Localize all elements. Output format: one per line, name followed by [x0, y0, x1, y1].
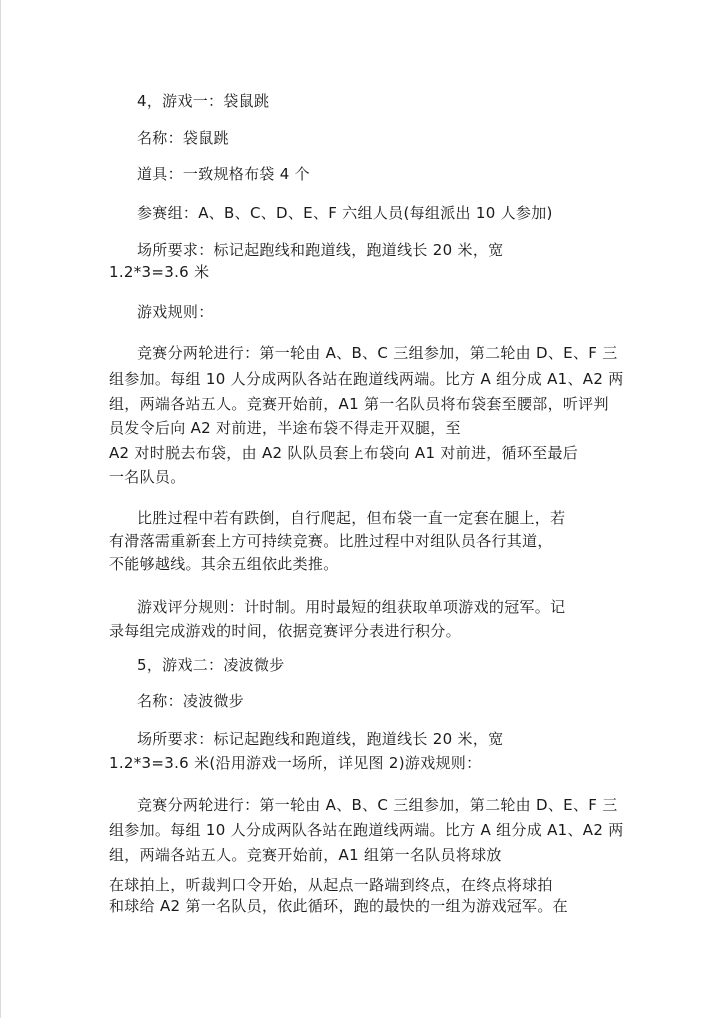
- game-one-rules-p1-line-3: 组，两端各站五人。竞赛开始前，A1 第一名队员将布袋套至腰部，听评判: [109, 395, 609, 413]
- game-one-rules-p2-line-3: 不能够越线。其余五组依此类推。: [109, 555, 339, 573]
- game-one-rules-p1-line-5: A2 对时脱去布袋，由 A2 队队员套上布袋向 A1 对前进，循环至最后: [109, 444, 579, 462]
- game-two-rules-line-1: 竞赛分两轮进行：第一轮由 A、B、C 三组参加，第二轮由 D、E、F 三: [137, 796, 618, 814]
- game-one-rules-p1-line-4: 员发令后向 A2 对前进，半途布袋不得走开双腿，至: [109, 419, 461, 437]
- game-one-rules-p2-line-1: 比胜过程中若有跌倒，自行爬起，但布袋一直一定套在腿上，若: [137, 509, 566, 527]
- game-one-rules-heading: 游戏规则：: [137, 303, 214, 321]
- game-two-venue-line-1: 场所要求：标记起跑线和跑道线，跑道线长 20 米，宽: [137, 730, 504, 748]
- game-one-name: 名称：袋鼠跳: [137, 129, 229, 147]
- game-one-scoring-line-1: 游戏评分规则：计时制。用时最短的组获取单项游戏的冠军。记: [137, 598, 566, 616]
- game-one-rules-p1-line-1: 竞赛分两轮进行：第一轮由 A、B、C 三组参加，第二轮由 D、E、F 三: [137, 344, 618, 362]
- section-heading-game-one: 4，游戏一：袋鼠跳: [137, 92, 270, 110]
- game-one-scoring-line-2: 录每组完成游戏的时间，依据竞赛评分表进行积分。: [109, 622, 461, 640]
- game-one-venue-line-1: 场所要求：标记起跑线和跑道线，跑道线长 20 米，宽: [137, 241, 504, 259]
- game-two-rules-line-3: 组，两端各站五人。竞赛开始前，A1 组第一名队员将球放: [109, 846, 502, 864]
- game-one-rules-p2-line-2: 有滑落需重新套上方可持续竞赛。比胜过程中对组队员各行其道，: [109, 532, 553, 550]
- game-one-props: 道具：一致规格布袋 4 个: [137, 165, 310, 183]
- game-one-venue-line-2: 1.2*3=3.6 米: [109, 263, 210, 281]
- game-two-name: 名称：凌波微步: [137, 692, 245, 710]
- game-two-rules-line-2: 组参加。每组 10 人分成两队各站在跑道线两端。比方 A 组分成 A1、A2 两: [109, 821, 624, 839]
- game-two-rules-line-4: 在球拍上，听裁判口令开始，从起点一路端到终点，在终点将球拍: [109, 876, 553, 894]
- game-one-participants: 参赛组：A、B、C、D、E、F 六组人员(每组派出 10 人参加): [137, 204, 553, 222]
- game-one-rules-p1-line-6: 一名队员。: [109, 468, 186, 486]
- game-two-venue-line-2: 1.2*3=3.6 米(沿用游戏一场所，详见图 2)游戏规则：: [109, 754, 482, 772]
- game-one-rules-p1-line-2: 组参加。每组 10 人分成两队各站在跑道线两端。比方 A 组分成 A1、A2 两: [109, 370, 624, 388]
- game-two-rules-line-5: 和球给 A2 第一名队员，依此循环，跑的最快的一组为游戏冠军。在: [109, 897, 568, 915]
- section-heading-game-two: 5，游戏二：凌波微步: [137, 656, 285, 674]
